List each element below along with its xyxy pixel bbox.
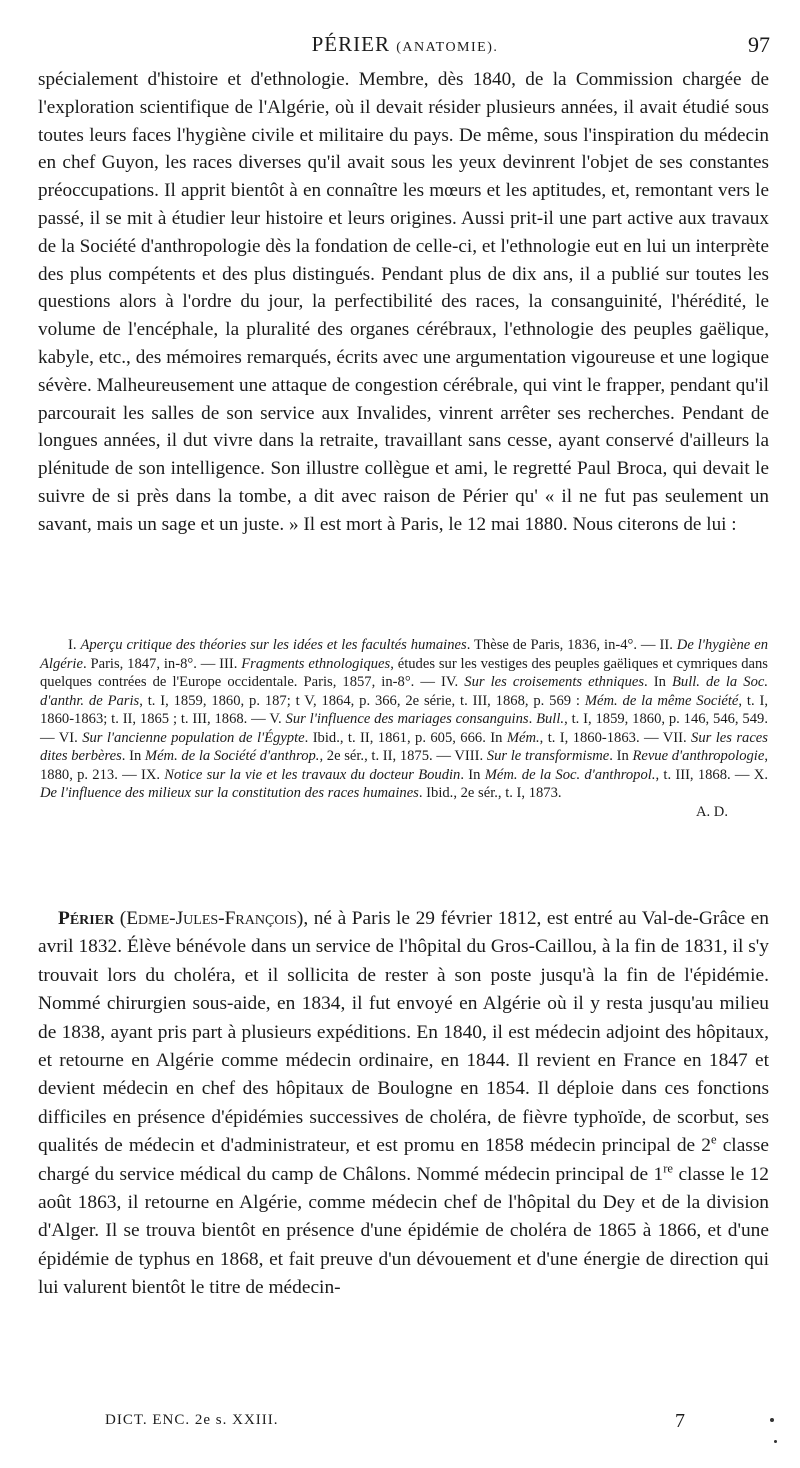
ref-6-details: , t. I, 1860-1863. — <box>539 729 663 746</box>
ref-1-number: I. <box>68 637 81 653</box>
ref-5-journal: Bull. <box>536 711 565 727</box>
ref-2-number: II. <box>659 637 677 653</box>
ref-9-number: IX. <box>140 766 165 783</box>
ref-2-details: . Paris, 1847, in-8°. — <box>82 655 220 672</box>
signature-number: 7 <box>675 1410 685 1432</box>
entry-text: classe le 12 août 1863, il retourne en Algérie, comme médecin chef de l'hôpital du Dey et de la division d'Alger. Il se trouva bientôt en présence d'une épidémie de choléra de 1865 à 1866, et d'une épidémie de typhus en 1868, et fait preuve d'un dévouement et d'une énergie de direction qui lui valurent bientôt le titre de médecin- <box>38 1163 769 1299</box>
ref-6-memoirs: Mém. <box>506 729 540 746</box>
ref-4-title: Sur les croisements ethniques <box>464 674 645 690</box>
entry-text: , né à Paris le 29 février 1812, est entré au Val-de-Grâce en avril 1832. Élève bénévole dans un service de l'hôpital du Gros-Caillou, à la fin de 1831, il s'y trouvait lors du choléra, et il sollicita de rester à son poste jusqu'à la fin de l'épidémie. Nommé chirurgien sous-aide, en 1834, il fut envoyé en Algérie où il y resta jusqu'au milieu de 1838, ayant pris part à plusieurs expéditions. En 1840, il est médecin adjoint des hôpitaux, et retourne en Algérie comme médecin ordinaire, en 1844. Il revient en France en 1847 et devient médecin en chef des hôpitaux de Boulogne en 1854. Il déploie dans ces fonctions difficiles en présence d'épidémies successives de choléra, de fièvre typhoïde, de scorbut, ses qualités de médecin et d'administrateur, et est promu en 1858 médecin principal de 2 <box>38 908 769 1157</box>
ref-6-title: Sur l'ancienne population de l'Égypte <box>82 729 305 746</box>
ref-4-memoirs: Mém. de la même Société <box>584 692 739 709</box>
ref-1-details: . Thèse de Paris, 1836, in-4°. — <box>466 637 660 653</box>
ref-8-details: . In <box>609 748 633 764</box>
ref-1-title: Aperçu critique des théories sur les idées et les facultés humaines <box>80 637 467 653</box>
ref-4-number: IV. <box>441 674 465 690</box>
ink-speck <box>774 1440 777 1443</box>
ref-3-details: , études sur les vestiges des peuples gaëliques et cymriques dans quelques contrées de l'Europe occidentale. Paris, 1857, in-8°. — <box>40 655 768 690</box>
running-head-title: PÉRIER <box>311 32 390 56</box>
ref-3-title: Fragments ethnologiques <box>241 655 391 672</box>
entry-given-names: (Edme-Jules-François) <box>119 908 304 929</box>
ref-10-title: De l'influence des milieux sur la constitution des races humaines <box>40 785 419 801</box>
article-continuation <box>38 66 769 539</box>
page-number: 97 <box>748 32 770 57</box>
ref-9-details: , t. III, 1868. — <box>655 766 754 783</box>
running-head <box>40 32 770 57</box>
bibliography-list <box>40 636 768 803</box>
ref-7-details: , 2e sér., t. II, 1875. — <box>319 748 455 764</box>
ref-5-title: Sur l'influence des mariages consanguins <box>285 711 529 727</box>
ref-4-details: , t. I, 1860-1863; t. II, 1865 ; t. III, 1868. — <box>40 692 768 727</box>
entry-text: classe chargé du service médical du camp de Châlons. Nommé médecin principal de 1 <box>38 1135 769 1185</box>
bibliography <box>40 636 768 821</box>
page-header <box>40 32 770 60</box>
ref-8-title: Sur le transformisme <box>486 748 610 764</box>
ref-7-title: Sur les races dites berbères <box>40 729 768 764</box>
ref-8-journal: Revue d'anthropologie <box>632 748 765 764</box>
entry-headword: Périer <box>58 908 115 929</box>
page-footer <box>105 1410 685 1436</box>
ref-6-number: VI. <box>58 729 83 746</box>
ref-7-details: . In <box>121 748 145 764</box>
ref-5-details: , t. I, 1859, 1860, p. 146, 546, 549. — <box>40 711 768 746</box>
ref-9-memoirs: Mém. de la Soc. d'anthropol. <box>484 766 656 783</box>
ordinal-superscript: e <box>710 1132 717 1147</box>
body-paragraph: spécialement d'histoire et d'ethnologie. Membre, dès 1840, de la Commission chargée de l'exploration scientifique de l'Algérie, où il devait résider plusieurs années, il avait étudié sous toutes leurs faces l'hygiène civile et militaire du pays. De même, sous l'inspiration du médecin en chef Guyon, les races diverses qu'il avait sous les yeux devinrent l'objet de ses constantes préoccupations. Il apprit bientôt à en connaître les mœurs et les aptitudes, et, remontant vers le passé, il se mit à étudier leur histoire et leurs origines. Aussi prit-il une part active aux travaux de la Société d'anthropologie dès la fondation de celle-ci, et l'ethnologie eut en lui un interprète des plus compétents et des plus distingués. Pendant plus de dix ans, il a publié sur toutes les questions alors à l'ordre du jour, la perfectibilité des races, la consanguinité, l'hérédité, le volume de l'encéphale, la pluralité des organes cérébraux, l'ethnologie des peuples gaëlique, kabyle, etc., des mémoires remarqués, écrits avec une argumentation vigoureuse et une logique sévère. Malheureusement une attaque de congestion cérébrale, qui vint le frapper, pendant qu'il parcourait les salles de son service aux Invalides, vinrent arrêter ses recherches. Pendant de longues années, il dut vivre dans la retraite, travaillant sans cesse, ayant conservé d'ailleurs la plénitude de son intelligence. Son illustre collègue et ami, le regretté Paul Broca, qui devait le suivre de si près dans la tombe, a dit avec raison de Périer qu' « il ne fut pas seulement un savant, mais un sage et un juste. » Il est mort à Paris, le 12 mai 1880. Nous citerons de lui : <box>38 69 769 535</box>
ordinal-superscript: re <box>663 1161 674 1176</box>
ref-2-title: De l'hygiène en Algérie <box>40 637 768 672</box>
running-head-note: (ANATOMIE). <box>396 40 499 55</box>
ref-10-details: . Ibid., 2e sér., t. I, 1873. <box>418 785 562 801</box>
author-initials: A. D. <box>695 803 728 820</box>
ref-8-number: VIII. <box>454 748 487 764</box>
ref-9-details: . In <box>460 766 485 783</box>
ref-5-number: V. <box>269 711 286 727</box>
ref-3-number: III. <box>219 655 242 672</box>
entry-paragraph <box>38 905 769 1303</box>
ref-5-details: . <box>528 711 537 727</box>
ref-4-details: . In <box>644 674 672 690</box>
ref-10-number: X. <box>753 766 768 783</box>
ref-9-title: Notice sur la vie et les travaux du docteur Boudin <box>164 766 461 783</box>
ref-4-journal: Bull. de la Soc. d'anthr. de Paris <box>40 674 768 709</box>
ref-8-details: , 1880, p. 213. — <box>40 748 768 783</box>
ref-6-details: . Ibid., t. II, 1861, p. 605, 666. In <box>304 729 507 746</box>
ref-7-memoirs: Mém. de la Société d'anthrop. <box>144 748 320 764</box>
ref-7-number: VII. <box>662 729 692 746</box>
ref-4-details: , t. I, 1859, 1860, p. 187; t V, 1864, p. 366, 2e série, t. III, 1868, p. 569 : <box>139 692 585 709</box>
printer-signature: DICT. ENC. 2e s. XXIII. <box>105 1412 279 1428</box>
ink-speck <box>770 1418 774 1422</box>
dictionary-entry <box>38 905 769 1303</box>
